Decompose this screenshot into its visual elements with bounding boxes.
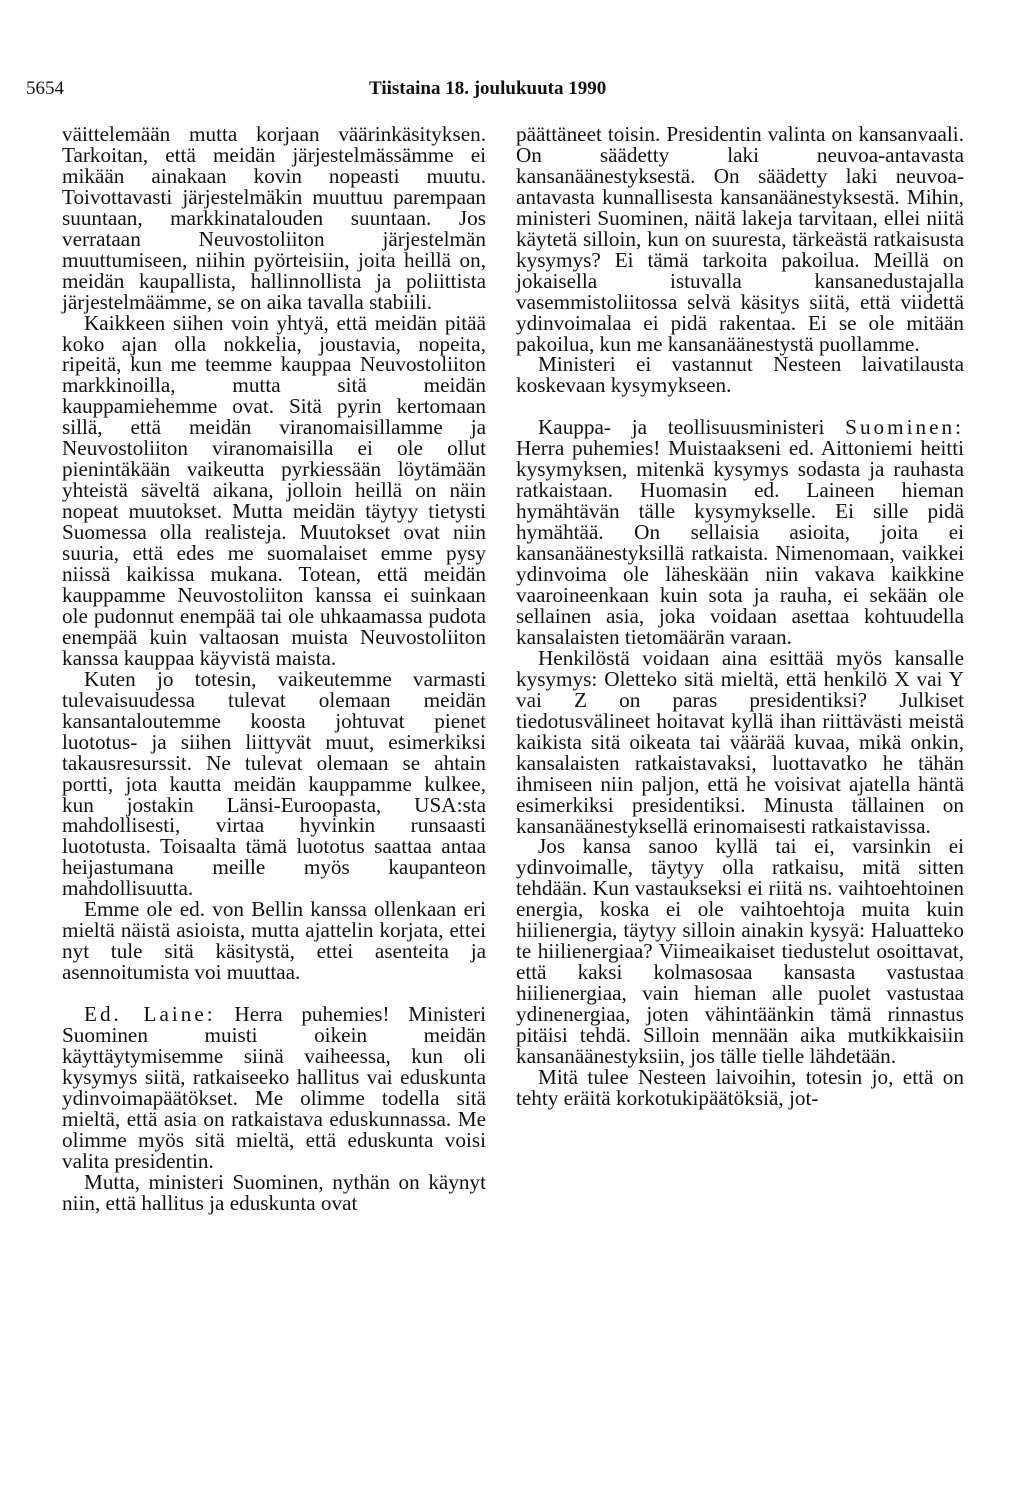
paragraph-text: Herra puhemies! Ministeri Suominen muisti oikein meidän käyttäytymisemme siinä vaiheessa, kun oli kysymys siitä, ratkaiseeko hallitus vai eduskunta ydinvoimapäätökset. Me olimme todella sitä mieltä, että asia on ratkaistava eduskunnassa. Me olimme myös sitä mieltä, että eduskunta voisi valita presidentin.	[62, 1002, 486, 1173]
paragraph	[62, 666, 486, 901]
paragraph	[516, 354, 964, 396]
left-column	[62, 124, 486, 1214]
paragraph	[62, 310, 486, 670]
speaker-name: Suominen:	[845, 415, 964, 440]
paragraph	[516, 1064, 964, 1110]
paragraph	[62, 1169, 486, 1215]
speech-paragraph	[516, 417, 964, 647]
paragraph-text: Kaikkeen siihen voin yhtyä, että meidän pitää koko ajan olla nokkelia, joustavia, nopeita, ripeitä, kun me teemme kauppaa Neuvostoliiton markkinoilla, mutta sitä meidän kauppamiehemme ovat. Sitä pyrin kertomaan sillä, että meidän viranomaisillamme ja Neuvostoliiton viranomaisilla ei ole ollut pienintäkään vaikeutta pyrkiessään löytämään yhteistä säveltä aikana, jolloin heillä on näin nopeat muutokset. Mutta meidän täytyy tietysti Suomessa olla realisteja. Muutokset ovat niin suuria, että edes me suomalaiset emme pysy niissä kaikissa mukana. Totean, että meidän kauppamme Neuvostoliiton kanssa ei suinkaan ole pudonnut enempää tai ole uhkaamassa pudota enempää kuin valtaosan muista Neuvostoliiton kanssa kauppaa käyvistä maista.	[62, 310, 486, 670]
paragraph	[516, 645, 964, 838]
paragraph-text: Ministeri ei vastannut Nesteen laivatilausta koskevaan kysymykseen.	[516, 352, 964, 398]
paragraph-text: Kuten jo totesin, vaikeutemme varmasti tulevaisuudessa tulevat olemaan meidän kansantaloutemme koosta johtuvat pienet luototus- ja siihen liittyvät muut, esimerkiksi takausresurssit. Ne tulevat olemaan se ahtain portti, jota kautta meidän kauppamme kulkee, kun jostakin Länsi-Euroopasta, USA:sta mahdollisesti, virtaa hyvinkin runsaasti luototusta. Toisaalta tämä luototus saattaa antaa heijastumana meille myös kaupanteon mahdollisuutta.	[62, 666, 486, 901]
paragraph-text: päättäneet toisin. Presidentin valinta on kansanvaali. On säädetty laki neuvoa-antavasta kansanäänestyksestä. On säädetty laki neuvoa-antavasta kunnallisesta kansanäänestyksestä. Mihin, ministeri Suominen, näitä lakeja tarvitaan, ellei niitä käytetä silloin, kun on suuresta, tärkeästä ratkaisusta kysymys? Ei tämä tarkoita pakoilua. Meillä on jokaisella istuvalla kansanedustajalla vasemmistoliitossa selvä käsitys siitä, että viidettä ydinvoimalaa ei pidä rakentaa. Ei se ole mitään pakoilua, kun me kansanäänestystä puollamme.	[516, 122, 964, 356]
speaker-name: Ed. Laine:	[84, 1002, 216, 1027]
page-number: 5654	[26, 78, 64, 99]
page-header	[26, 78, 998, 102]
speaker-title: Kauppa- ja teollisuusministeri	[538, 415, 846, 440]
paragraph-text: Henkilöstä voidaan aina esittää myös kansalle kysymys: Oletteko sitä mieltä, että henkilö X vai Y vai Z on paras presidentiksi? Julkiset tiedotusvälineet hoitavat kyllä ihan riittävästi meistä kaikista sitä oikeata tai väärää kuvaa, mikä onkin, kansalaisten ratkaistavaksi, luottavatko he tähän ihmiseen niin paljon, että he voisivat ajatella häntä esimerkiksi presidentiksi. Minusta tällainen on kansanäänestyksellä erinomaisesti ratkaistavissa.	[516, 645, 964, 838]
right-column	[516, 124, 964, 1109]
paragraph	[62, 899, 486, 983]
page-date: Tiistaina 18. joulukuuta 1990	[369, 78, 607, 99]
paragraph-text: Jos kansa sanoo kyllä tai ei, varsinkin ei ydinvoimalle, täytyy olla ratkaisu, mitä sitten tehdään. Kun vastaukseksi ei riitä ns. vaihtoehtoinen energia, koska ei ole vaihtoehtoja muita kuin hiilienergia, täytyy silloin ainakin kysyä: Haluatteko te hiilienergiaa? Viimeaikaiset tiedustelut osoittavat, että kaksi kolmasosaa kansasta vastustaa hiilienergiaa, vain hieman alle puolet vastustaa ydinenergiaa, joten vähintäänkin tämä rinnastus pitäisi tehdä. Silloin mennään aika mutkikkaisiin kansanäänestyksiin, jos tälle tielle lähdetään.	[516, 834, 964, 1068]
paragraph	[62, 124, 486, 313]
paragraph-text: Mutta, ministeri Suominen, nythän on käynyt niin, että hallitus ja eduskunta ovat	[62, 1169, 486, 1215]
paragraph-text: Emme ole ed. von Bellin kanssa ollenkaan eri mieltä näistä asioista, mutta ajattelin korjata, ettei nyt tule sitä käsitystä, ettei asenteita ja asennoitumista voi muuttaa.	[62, 897, 486, 985]
paragraph-text: väittelemään mutta korjaan väärinkäsityksen. Tarkoitan, että meidän järjestelmässämme ei mikään ainakaan kovin nopeasti muutu. Toivottavasti järjestelmäkin muuttuu parempaan suuntaan, markkinatalouden suuntaan. Jos verrataan Neuvostoliiton järjestelmän muuttumiseen, niihin pyörteisiin, joita heillä on, meidän kaupallista, hallinnollista ja poliittista järjestelmäämme, se on aika tavalla stabiili.	[62, 122, 486, 314]
paragraph-text: Herra puhemies! Muistaakseni ed. Aittoniemi heitti kysymyksen, mitenkä kysymys sodasta ja rauhasta ratkaistaan. Huomasin ed. Laineen hieman hymähtävän tälle kysymykselle. Ei sille pidä hymähtää. On sellaisia asioita, joita ei kansanäänestyksillä ratkaista. Nimenomaan, vaikkei ydinvoima ole läheskään niin vakava kaikkine vaaroineenkaan kuin sota ja rauha, ei sekään ole sellainen asia, joka voidaan asettaa kohtuudella kansalaisten tietomäärän varaan.	[516, 436, 964, 649]
paragraph	[516, 124, 964, 354]
paragraph-text: Mitä tulee Nesteen laivoihin, totesin jo, että on tehty eräitä korkotukipäätöksiä, jot-	[516, 1064, 964, 1110]
paragraph	[516, 836, 964, 1066]
speech-paragraph	[62, 1004, 486, 1172]
